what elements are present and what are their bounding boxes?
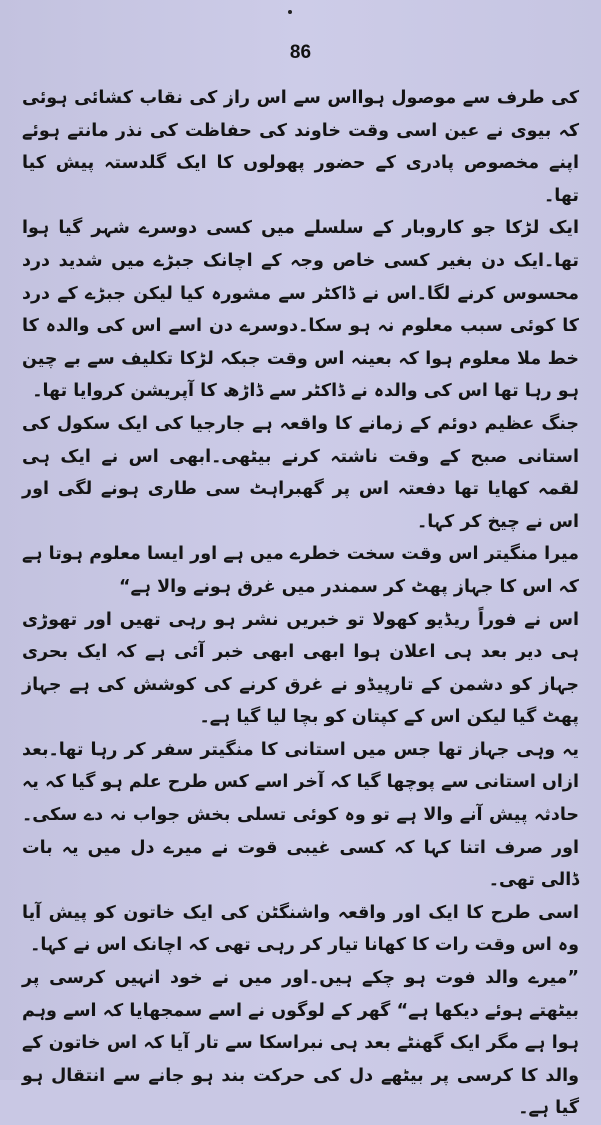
paragraph: اس نے فوراً ریڈیو کھولا تو خبریں نشر ہو رہی تھیں اور تھوڑی ہی دیر بعد ہی اعلان ہوا ابھی ابھی خبر آئی ہے کہ ایک بحری جہاز کو دشمن کے تارپیڈو نے غرق کرنے کی کوشش کی ہے جہاز پھٹ گیا لیکن اس کے کپتان کو بچا لیا گیا ہے۔: [22, 609, 579, 728]
paragraph: جنگ عظیم دوئم کے زمانے کا واقعہ ہے جارجیا کی ایک سکول کی استانی صبح کے وقت ناشتہ کرنے بیٹھی۔ابھی اس نے ایک ہی لقمہ کھایا تھا دفعتہ اس پر گھبراہٹ سی طاری ہونے لگی اور اس نے چیخ کر کہا۔: [22, 413, 579, 532]
body-text: [22, 82, 579, 1125]
page-number: 86: [289, 42, 312, 63]
paragraph: کی طرف سے موصول ہوااس سے اس راز کی نقاب کشائی ہوئی کہ بیوی نے عین اسی وقت خاوند کی حفاظت کی نذر مانتے ہوئے اپنے مخصوص پادری کے حضور پھولوں کا ایک گلدستہ پیش کیا تھا۔: [22, 88, 579, 206]
ink-dot: [288, 10, 292, 14]
paragraph: ”میرے والد فوت ہو چکے ہیں۔اور میں نے خود انہیں کرسی پر بیٹھتے ہوئے دیکھا ہے“ گھر کے لوگوں نے اسے سمجھایا کہ اسے وہم ہوا ہے مگر ایک گھنٹے بعد ہی نبراسکا سے تار آیا کہ اس خاتون کے والد کا کرسی پر بیٹھے دل کی حرکت بند ہو جانے سے انتقال ہو گیا ہے۔: [22, 968, 579, 1119]
paragraph: میرا منگیتر اس وقت سخت خطرے میں ہے اور ایسا معلوم ہوتا ہے کہ اس کا جہاز پھٹ کر سمندر میں غرق ہونے والا ہے“: [22, 544, 579, 597]
paragraph: اسی طرح کا ایک اور واقعہ واشنگٹن کی ایک خاتون کو پیش آیا وہ اس وقت رات کا کھانا تیار کر رہی تھی کہ اچانک اس نے کہا۔: [22, 902, 579, 956]
paragraph: یہ وہی جہاز تھا جس میں استانی کا منگیتر سفر کر رہا تھا۔بعد ازاں استانی سے پوچھا گیا کہ آخر اسے کس طرح علم ہو گیا کہ یہ حادثہ پیش آنے والا ہے تو وہ کوئی تسلی بخش جواب نہ دے سکی۔اور صرف اتنا کہا کہ کسی غیبی قوت نے میرے دل میں یہ بات ڈالی تھی۔: [22, 739, 579, 891]
paragraph: ایک لڑکا جو کاروبار کے سلسلے میں کسی دوسرے شہر گیا ہوا تھا۔ایک دن بغیر کسی خاص وجہ کے اچانک جبڑے میں شدید درد محسوس کرنے لگا۔اس نے ڈاکٹر سے مشورہ کیا لیکن جبڑے کے درد کا کوئی سبب معلوم نہ ہو سکا۔دوسرے دن اسے اس کی والدہ کا خط ملا معلوم ہوا کہ بعینہ اس وقت جبکہ لڑکا تکلیف سے بے چین ہو رہا تھا اس کی والدہ نے ڈاکٹر سے ڈاڑھ کا آپریشن کروایا تھا۔: [22, 218, 579, 402]
